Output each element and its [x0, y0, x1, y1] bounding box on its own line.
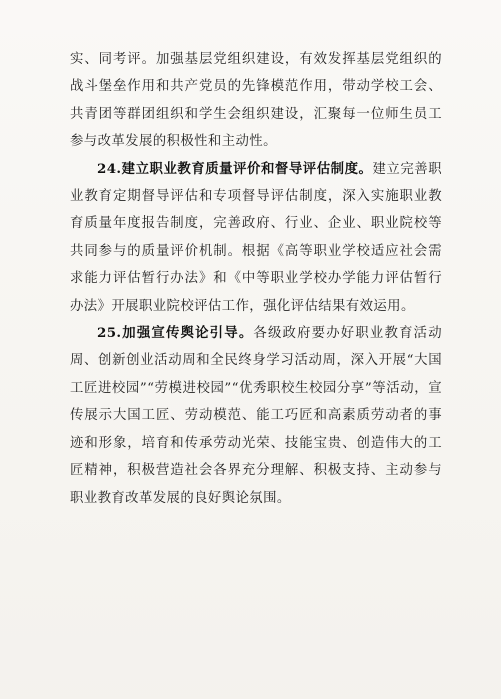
continuation-paragraph: [70, 46, 442, 156]
section-25-text: 各级政府要办好职业教育活动周、创新创业活动周和全民终身学习活动周，深入开展“大国工匠进校园”“劳模进校园”“优秀职校生校园分享”等活动，宣传展示大国工匠、劳动模范、能工巧匠和高素质劳动者的事迹和形象，培育和传承劳动光荣、技能宝贵、创造伟大的工匠精神，积极营造社会各界充分理解、积极支持、主动参与职业教育改革发展的良好舆论氛围。: [70, 326, 442, 506]
document-body: [70, 46, 442, 512]
section-24-heading: 24.建立职业教育质量评价和督导评估制度。: [97, 160, 373, 177]
section-25-heading: 25.加强宣传舆论引导。: [97, 325, 254, 342]
section-24-paragraph: [70, 156, 442, 320]
paragraph-text: 实、同考评。加强基层党组织建设，有效发挥基层党组织的战斗堡垒作用和共产党员的先锋模范作用，带动学校工会、共青团等群团组织和学生会组织建设，汇聚每一位师生员工参与改革发展的积极性和主动性。: [70, 52, 442, 150]
section-25-paragraph: [70, 320, 442, 512]
section-24-text: 建立完善职业教育定期督导评估和专项督导评估制度，深入实施职业教育质量年度报告制度，完善政府、行业、企业、职业院校等共同参与的质量评价机制。根据《高等职业学校适应社会需求能力评估暂行办法》和《中等职业学校办学能力评估暂行办法》开展职业院校评估工作，强化评估结果有效运用。: [70, 161, 442, 314]
